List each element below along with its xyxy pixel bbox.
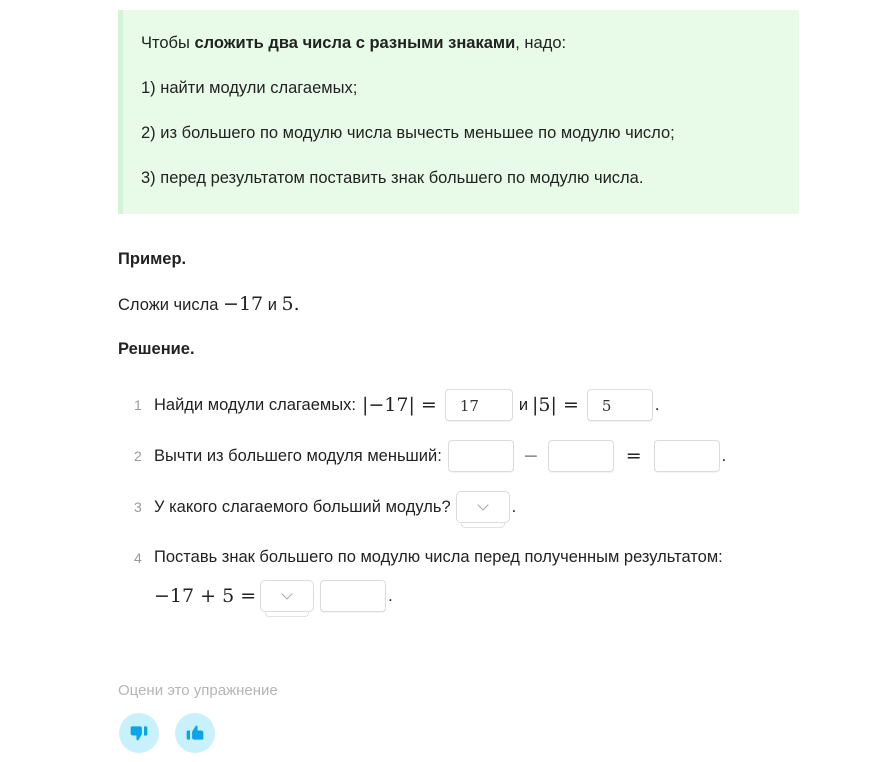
rule-item: 1) найти модули слагаемых;	[141, 79, 358, 97]
step-4-equation: −17 + 5 = .	[154, 580, 393, 612]
example-task: Сложи числа −17 и 5.	[118, 293, 300, 315]
math-expression: |5| =	[532, 394, 579, 416]
step-text: У какого слагаемого больший модуль?	[154, 497, 451, 516]
answer-input[interactable]	[448, 440, 514, 472]
answer-input[interactable]	[320, 580, 386, 612]
step-1: 1 Найди модули слагаемых: |−17| = 17 и |5| = 5 .	[134, 389, 659, 421]
step-text: Вычти из большего модуля меньший:	[154, 446, 442, 465]
example-heading: Пример.	[118, 250, 187, 268]
math-number: 5.	[281, 293, 300, 315]
answer-select[interactable]	[456, 491, 510, 523]
answer-input[interactable]	[548, 440, 614, 472]
math-number: −17	[223, 293, 264, 315]
step-4	[134, 548, 723, 567]
step-text: Поставь знак большего по модулю числа перед полученным результатом:	[154, 548, 723, 566]
math-expression: −17 + 5 =	[154, 585, 257, 607]
answer-input[interactable]: 17	[445, 389, 513, 421]
minus-sign: −	[522, 445, 539, 467]
step-text: Найди модули слагаемых:	[154, 395, 356, 414]
rule-intro: Чтобы сложить два числа с разными знаками, надо:	[141, 34, 567, 52]
step-number: 1	[134, 397, 142, 413]
like-button[interactable]	[175, 713, 215, 753]
step-number: 2	[134, 448, 142, 464]
solution-heading: Решение.	[118, 340, 195, 358]
thumbs-up-icon	[185, 723, 205, 743]
answer-input[interactable]	[654, 440, 720, 472]
rule-intro-bold: сложить два числа с разными знаками	[194, 34, 516, 52]
equals-sign: =	[625, 445, 642, 467]
step-2: 2 Вычти из большего модуля меньший: − = .	[134, 440, 726, 472]
sign-select[interactable]	[260, 580, 314, 612]
answer-input[interactable]: 5	[587, 389, 653, 421]
step-number: 4	[134, 549, 142, 566]
step-number: 3	[134, 499, 142, 515]
chevron-down-icon	[281, 588, 292, 599]
rule-item: 3) перед результатом поставить знак большего по модулю числа.	[141, 169, 644, 187]
thumbs-down-icon	[129, 723, 149, 743]
rule-item: 2) из большего по модулю числа вычесть меньшее по модулю число;	[141, 124, 675, 142]
dislike-button[interactable]	[119, 713, 159, 753]
rating-label: Оцени это упражнение	[118, 682, 278, 699]
chevron-down-icon	[477, 499, 488, 510]
step-3: 3 У какого слагаемого больший модуль? .	[134, 491, 516, 523]
rule-box	[118, 10, 799, 214]
math-expression: |−17| =	[361, 394, 437, 416]
